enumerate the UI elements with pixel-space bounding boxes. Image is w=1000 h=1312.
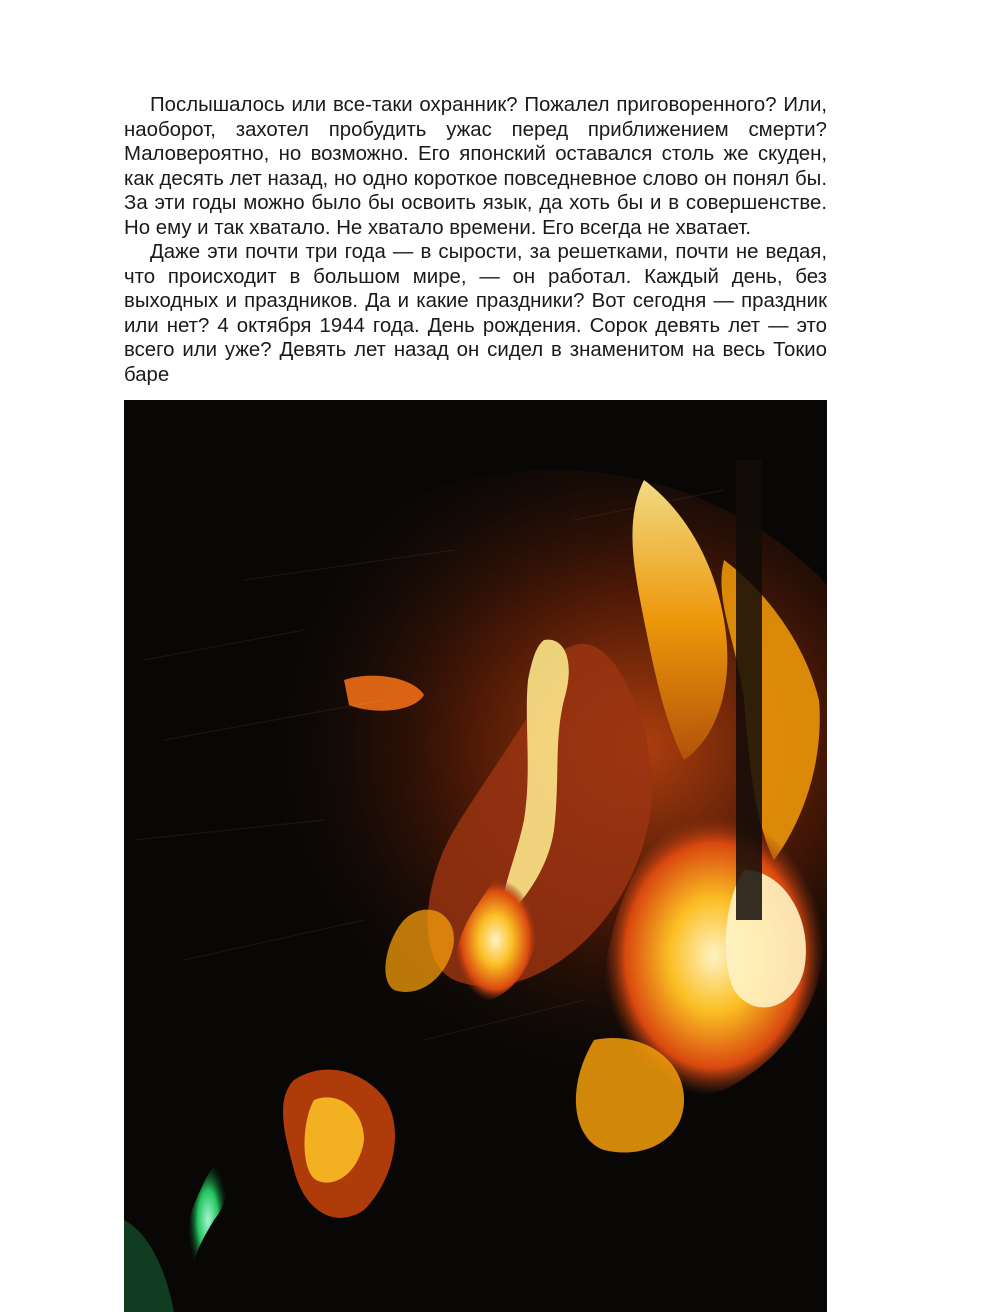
fire-portrait-painting-icon xyxy=(124,400,827,1312)
body-text xyxy=(124,93,827,387)
fire-portrait-illustration xyxy=(124,400,827,1312)
dark-column xyxy=(736,460,762,920)
paragraph-1: Послышалось или все-таки охранник? Пожалел приговоренного? Или, наоборот, захотел пробудить ужас перед приближением смерти? Маловероятно, но возможно. Его японский оставался столь же скуден, как десять лет назад, но одно короткое повседневное слово он понял бы. За эти годы можно было бы освоить язык, да хоть бы и в совершенстве. Но ему и так хватало. Не хватало времени. Его всегда не хватает. xyxy=(124,94,827,239)
paragraph-2: Даже эти почти три года — в сырости, за решетками, почти не ведая, что происходит в большом мире, — он работал. Каждый день, без выходных и праздников. Да и какие праздники? Вот сегодня — праздник или нет? 4 октября 1944 года. День рождения. Сорок девять лет — это всего или уже? Девять лет назад он сидел в знаменитом на весь Токио баре xyxy=(124,241,827,386)
